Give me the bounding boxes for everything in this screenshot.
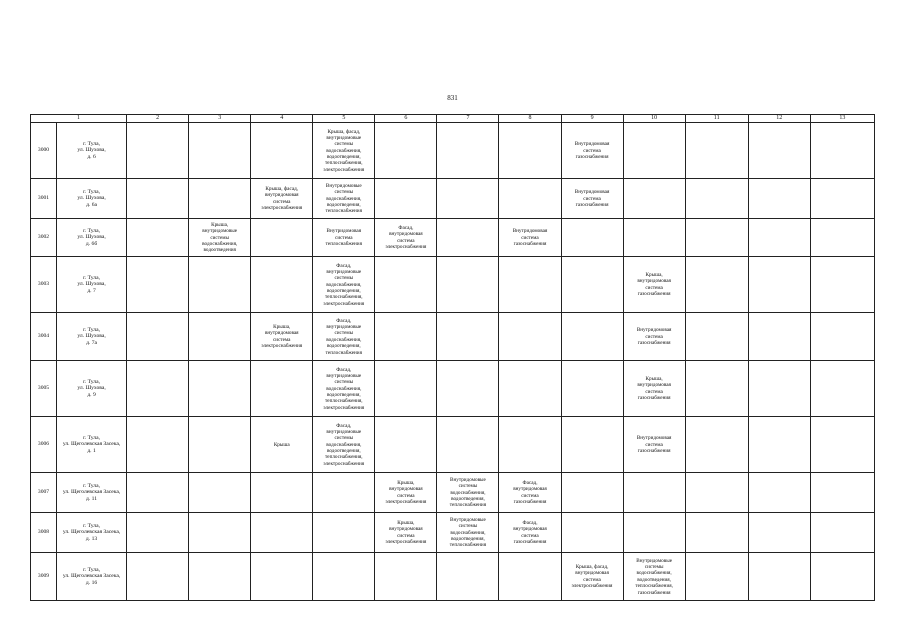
work-cell-col-4 [251,219,313,257]
work-cell-col-3 [189,553,251,601]
work-cell-col-10 [623,513,685,553]
work-cell-col-3 [189,257,251,313]
work-cell-col-6 [375,179,437,219]
work-cell-col-5: Фасад, внутридомовые системы водоснабжения, водоотведения, теплоснабжения, электроснабжения [313,361,375,417]
work-cell-col-12 [748,313,810,361]
work-cell-col-7 [437,313,499,361]
work-cell-col-13 [810,219,874,257]
work-cell-col-10 [623,123,685,179]
work-cell-col-4 [251,513,313,553]
work-cell-col-12 [748,257,810,313]
work-cell-col-7 [437,123,499,179]
work-cell-col-11 [685,473,748,513]
repair-schedule-table [30,114,875,601]
work-cell-col-4 [251,361,313,417]
work-cell-col-2 [127,417,189,473]
address-cell: г. Тула, ул. Шухова, д. 7а [57,313,127,361]
work-cell-col-13 [810,313,874,361]
row-number: 3005 [31,361,57,417]
work-cell-col-12 [748,473,810,513]
work-cell-col-2 [127,179,189,219]
column-header-10: 10 [623,115,685,123]
table-row [31,417,875,473]
table-row [31,257,875,313]
column-header-13: 13 [810,115,874,123]
column-number-row [31,115,875,123]
work-cell-col-10 [623,473,685,513]
work-cell-col-8 [499,553,561,601]
work-cell-col-5 [313,473,375,513]
work-cell-col-6 [375,257,437,313]
work-cell-col-8: Фасад, внутридомовая система газоснабжения [499,513,561,553]
work-cell-col-9: Внутридомовая система газоснабжения [561,123,623,179]
table-row [31,473,875,513]
work-cell-col-9: Крыша, фасад, внутридомовая система электроснабжения [561,553,623,601]
work-cell-col-12 [748,123,810,179]
work-cell-col-7 [437,417,499,473]
address-cell: г. Тула, ул. Щеголевская Засека, д. 11 [57,473,127,513]
table-row [31,513,875,553]
table-row [31,553,875,601]
address-cell: г. Тула, ул. Щеголевская Засека, д. 13 [57,513,127,553]
work-cell-col-10 [623,179,685,219]
work-cell-col-8: Фасад, внутридомовая система газоснабжения [499,473,561,513]
address-cell: г. Тула, ул. Шухова, д. 6 [57,123,127,179]
work-cell-col-3 [189,513,251,553]
work-cell-col-8 [499,313,561,361]
address-cell: г. Тула, ул. Шухова, д. 9 [57,361,127,417]
column-header-7: 7 [437,115,499,123]
work-cell-col-4: Крыша, внутридомовая система электроснабжения [251,313,313,361]
work-cell-col-7 [437,219,499,257]
work-cell-col-10: Внутридомовые системы водоснабжения, водоотведения, теплоснабжения, газоснабжения [623,553,685,601]
work-cell-col-10: Крыша, внутридомовая система газоснабжения [623,361,685,417]
work-cell-col-12 [748,179,810,219]
work-cell-col-11 [685,179,748,219]
work-cell-col-3 [189,473,251,513]
work-cell-col-13 [810,257,874,313]
work-cell-col-8 [499,257,561,313]
work-cell-col-7 [437,257,499,313]
work-cell-col-9 [561,219,623,257]
work-cell-col-6 [375,361,437,417]
table-row [31,179,875,219]
row-number: 3008 [31,513,57,553]
work-cell-col-13 [810,361,874,417]
work-cell-col-7 [437,179,499,219]
work-cell-col-13 [810,473,874,513]
row-number: 3006 [31,417,57,473]
work-cell-col-6 [375,553,437,601]
column-header-1: 1 [31,115,127,123]
work-cell-col-6 [375,123,437,179]
work-cell-col-5 [313,513,375,553]
address-cell: г. Тула, ул. Шухова, д. 6б [57,219,127,257]
column-header-12: 12 [748,115,810,123]
address-cell: г. Тула, ул. Щеголевская Засека, д. 16 [57,553,127,601]
row-number: 3003 [31,257,57,313]
work-cell-col-11 [685,219,748,257]
work-cell-col-11 [685,513,748,553]
work-cell-col-10: Внутридомовая система газоснабжения [623,313,685,361]
work-cell-col-7: Внутридомовые системы водоснабжения, водоотведения, теплоснабжения [437,473,499,513]
work-cell-col-3 [189,123,251,179]
work-cell-col-9 [561,417,623,473]
work-cell-col-4: Крыша [251,417,313,473]
work-cell-col-8 [499,179,561,219]
work-cell-col-2 [127,513,189,553]
work-cell-col-9 [561,257,623,313]
address-cell: г. Тула, ул. Шухова, д. 6а [57,179,127,219]
column-header-5: 5 [313,115,375,123]
work-cell-col-9 [561,313,623,361]
work-cell-col-12 [748,513,810,553]
work-cell-col-2 [127,553,189,601]
table-row [31,361,875,417]
row-number: 3001 [31,179,57,219]
work-cell-col-13 [810,553,874,601]
work-cell-col-2 [127,219,189,257]
table-row [31,313,875,361]
work-cell-col-3 [189,361,251,417]
column-header-4: 4 [251,115,313,123]
work-cell-col-8: Внутридомовая система газоснабжения [499,219,561,257]
column-header-2: 2 [127,115,189,123]
work-cell-col-3: Крыша, внутридомовые системы водоснабжения, водоотведения [189,219,251,257]
column-header-6: 6 [375,115,437,123]
work-cell-col-7: Внутридомовые системы водоснабжения, водоотведения, теплоснабжения [437,513,499,553]
work-cell-col-5: Крыша, фасад, внутридомовые системы водоснабжения, водоотведения, теплоснабжения, электроснабжения [313,123,375,179]
work-cell-col-8 [499,417,561,473]
work-cell-col-11 [685,257,748,313]
work-cell-col-10: Внутридомовая система газоснабжения [623,417,685,473]
work-cell-col-4 [251,553,313,601]
work-cell-col-3 [189,313,251,361]
work-cell-col-2 [127,361,189,417]
work-cell-col-13 [810,513,874,553]
work-cell-col-6 [375,417,437,473]
work-cell-col-5: Внутридомовые системы водоснабжения, водоотведения, теплоснабжения [313,179,375,219]
work-cell-col-10 [623,219,685,257]
work-cell-col-6: Крыша, внутридомовая система электроснабжения [375,473,437,513]
work-cell-col-6: Крыша, внутридомовая система электроснабжения [375,513,437,553]
column-header-8: 8 [499,115,561,123]
work-cell-col-4 [251,257,313,313]
work-cell-col-5: Фасад, внутридомовые системы водоснабжения, водоотведения, теплоснабжения [313,313,375,361]
address-cell: г. Тула, ул. Шухова, д. 7 [57,257,127,313]
row-number: 3002 [31,219,57,257]
work-cell-col-6 [375,313,437,361]
work-cell-col-12 [748,361,810,417]
column-header-3: 3 [189,115,251,123]
row-number: 3007 [31,473,57,513]
work-cell-col-2 [127,473,189,513]
work-cell-col-9 [561,473,623,513]
work-cell-col-10: Крыша, внутридомовая система газоснабжения [623,257,685,313]
address-cell: г. Тула, ул. Щеголевская Засека, д. 1 [57,417,127,473]
column-header-11: 11 [685,115,748,123]
work-cell-col-4 [251,123,313,179]
work-cell-col-13 [810,417,874,473]
work-cell-col-12 [748,417,810,473]
work-cell-col-11 [685,361,748,417]
work-cell-col-2 [127,313,189,361]
table-row [31,219,875,257]
work-cell-col-8 [499,361,561,417]
work-cell-col-12 [748,219,810,257]
work-cell-col-7 [437,361,499,417]
table-row [31,123,875,179]
work-cell-col-2 [127,123,189,179]
work-cell-col-11 [685,553,748,601]
work-cell-col-4 [251,473,313,513]
work-cell-col-12 [748,553,810,601]
work-cell-col-6: Фасад, внутридомовая система электроснабжения [375,219,437,257]
page-number: 831 [447,94,458,102]
work-cell-col-3 [189,179,251,219]
row-number: 3004 [31,313,57,361]
work-cell-col-3 [189,417,251,473]
table-body [31,123,875,601]
work-cell-col-5: Фасад, внутридомовые системы водоснабжения, водоотведения, теплоснабжения, электроснабжения [313,417,375,473]
work-cell-col-5 [313,553,375,601]
row-number: 3000 [31,123,57,179]
work-cell-col-7 [437,553,499,601]
column-header-9: 9 [561,115,623,123]
work-cell-col-11 [685,417,748,473]
work-cell-col-5: Внутридомовая система теплоснабжения [313,219,375,257]
work-cell-col-2 [127,257,189,313]
work-cell-col-9 [561,513,623,553]
work-cell-col-5: Фасад, внутридомовые системы водоснабжения, водоотведения, теплоснабжения, электроснабжения [313,257,375,313]
work-cell-col-11 [685,123,748,179]
row-number: 3009 [31,553,57,601]
work-cell-col-13 [810,179,874,219]
work-cell-col-11 [685,313,748,361]
work-cell-col-13 [810,123,874,179]
work-cell-col-4: Крыша, фасад, внутридомовая система электроснабжения [251,179,313,219]
work-cell-col-9: Внутридомовая система газоснабжения [561,179,623,219]
work-cell-col-9 [561,361,623,417]
work-cell-col-8 [499,123,561,179]
